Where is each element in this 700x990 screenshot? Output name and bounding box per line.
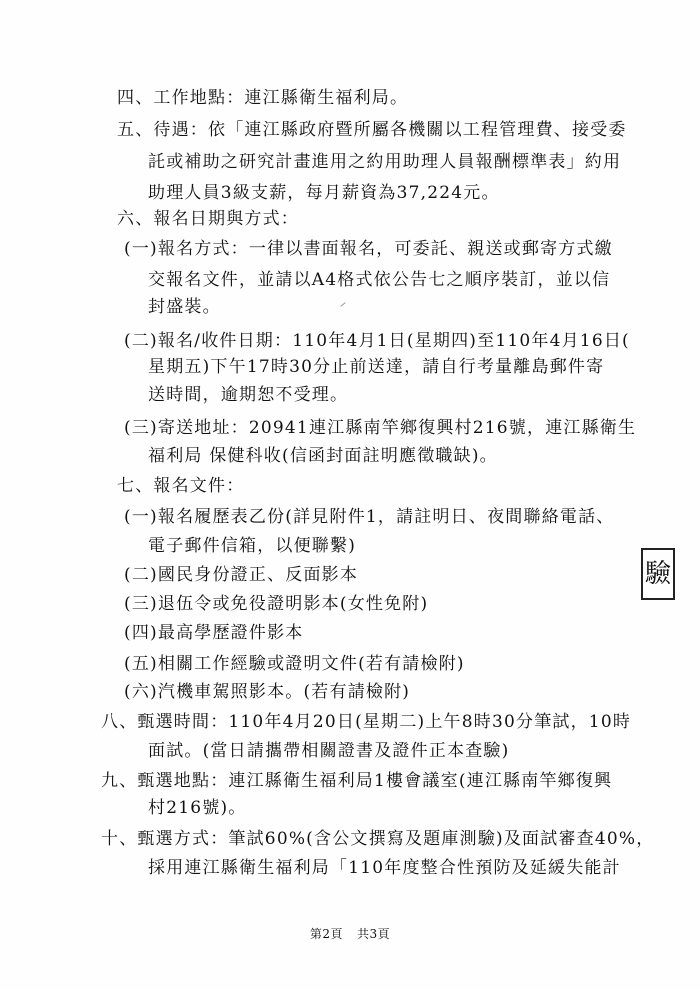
text-line: 六、報名日期與方式： xyxy=(117,209,299,229)
text-line: 十、甄選方式：筆試60%(含公文撰寫及題庫測驗)及面試審查40%， xyxy=(101,829,655,849)
text-line: 面試。(當日請攜帶相關證書及證件正本查驗) xyxy=(148,741,510,761)
text-line: (二)報名/收件日期：110年4月1日(星期四)至110年4月16日( xyxy=(124,331,630,351)
text-line: (一)報名履歷表乙份(詳見附件1，請註明日、夜間聯絡電話、 xyxy=(124,507,615,527)
text-line: (二)國民身份證正、反面影本 xyxy=(124,565,359,585)
text-line: 福利局 保健科收(信函封面註明應徵職缺)。 xyxy=(148,446,498,466)
text-line: 八、甄選時間：110年4月20日(星期二)上午8時30分筆試，10時 xyxy=(101,712,632,732)
text-line: (三)寄送地址：20941連江縣南竿鄉復興村216號，連江縣衛生 xyxy=(124,418,637,438)
text-line: 封盛裝。 xyxy=(148,297,221,317)
text-line: 七、報名文件： xyxy=(117,476,245,496)
text-line: (一)報名方式：一律以書面報名，可委託、親送或郵寄方式繳 xyxy=(124,239,613,259)
verification-seal: 驗 xyxy=(641,548,675,600)
page-footer xyxy=(0,926,700,942)
scan-mark xyxy=(340,302,345,307)
text-line: 送時間，逾期恕不受理。 xyxy=(148,385,349,405)
text-line: (六)汽機車駕照影本。(若有請檢附) xyxy=(124,682,411,702)
text-line: 採用連江縣衛生福利局「110年度整合性預防及延緩失能計 xyxy=(148,858,621,878)
text-line: 四、工作地點：連江縣衛生福利局。 xyxy=(117,88,409,108)
text-line: 電子郵件信箱，以便聯繫) xyxy=(148,536,357,556)
text-line: 助理人員3級支薪，每月薪資為37,224元。 xyxy=(148,183,500,203)
text-line: 託或補助之研究計畫進用之約用助理人員報酬標準表」約用 xyxy=(148,152,622,172)
text-line: 交報名文件，並請以A4格式依公告七之順序裝訂，並以信 xyxy=(148,270,611,290)
text-line: 村216號)。 xyxy=(148,798,247,818)
text-line: (三)退伍令或免役證明影本(女性免附) xyxy=(124,594,429,614)
page-number: 第2頁 xyxy=(309,927,343,941)
text-line: 星期五)下午17時30分止前送達，請自行考量離島郵件寄 xyxy=(148,357,605,377)
text-line: (四)最高學歷證件影本 xyxy=(124,623,304,643)
text-line: 五、待遇：依「連江縣政府暨所屬各機關以工程管理費、接受委 xyxy=(117,120,627,140)
text-line: 九、甄選地點：連江縣衛生福利局1樓會議室(連江縣南竿鄉復興 xyxy=(101,771,613,791)
page-total: 共3頁 xyxy=(357,927,391,941)
text-line: (五)相關工作經驗或證明文件(若有請檢附) xyxy=(124,654,465,674)
